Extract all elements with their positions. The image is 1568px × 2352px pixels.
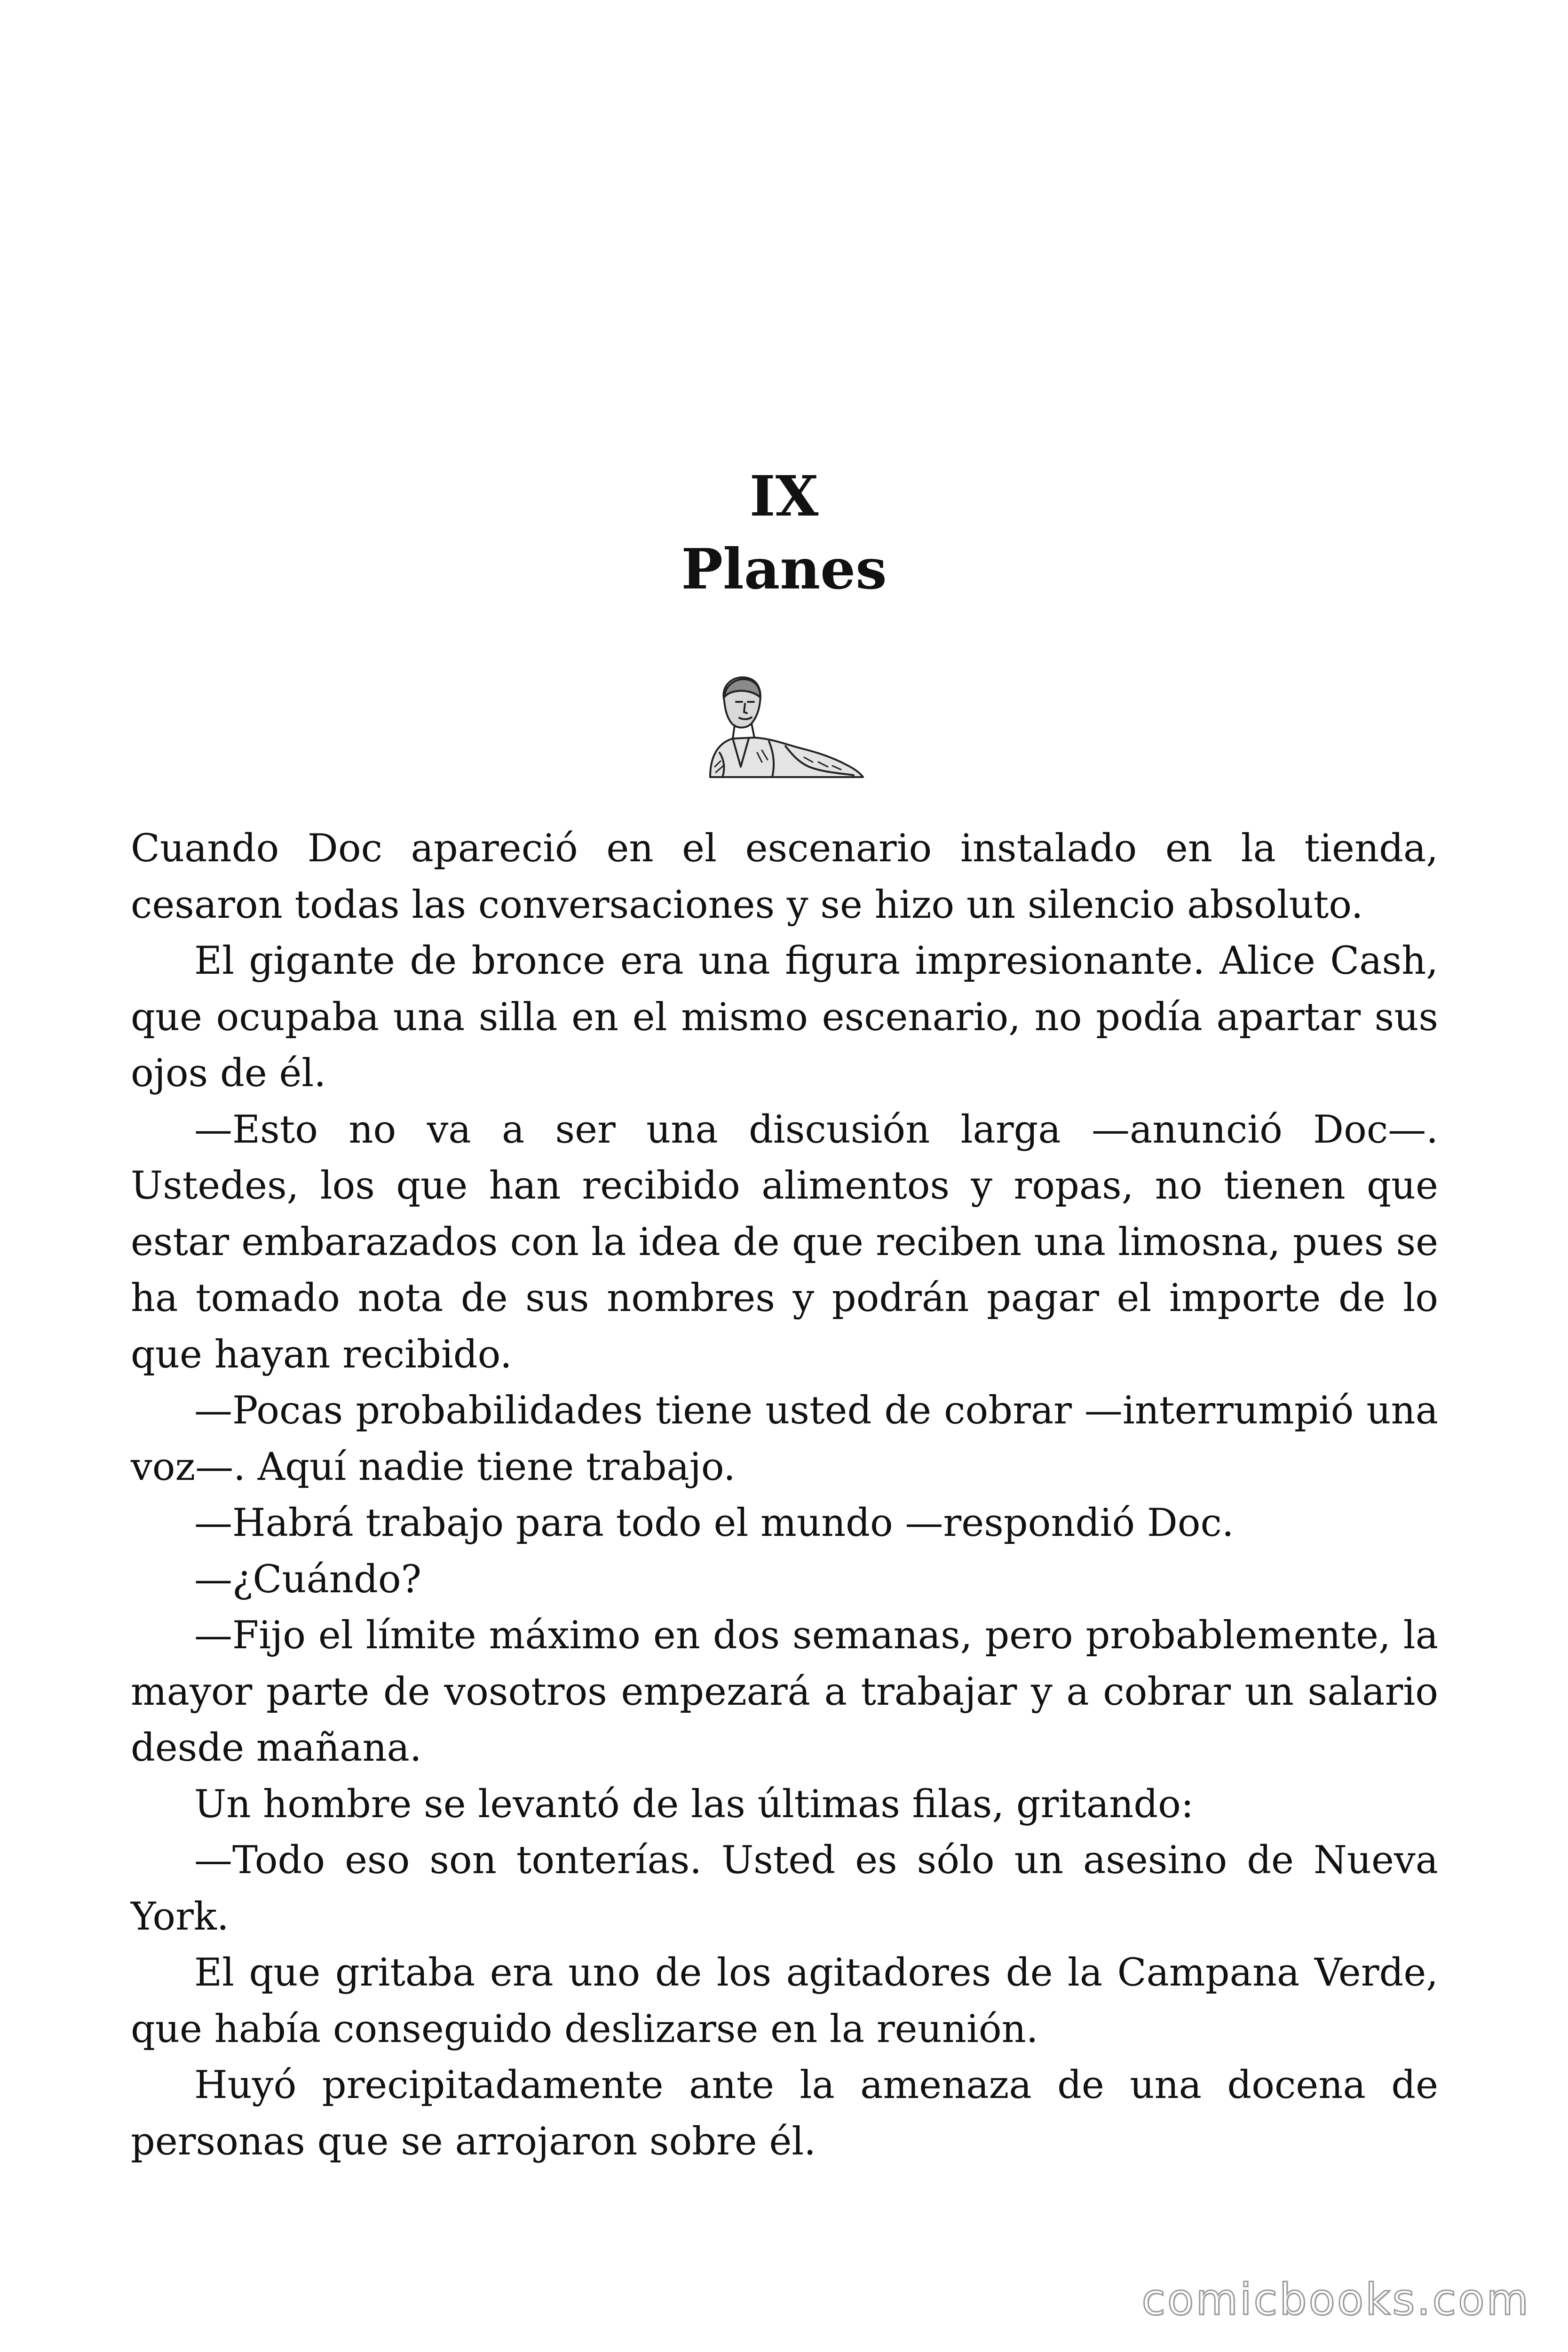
paragraph: —Pocas probabilidades tiene usted de cobrar —interrumpió una voz—. Aquí nadie tiene trabajo. xyxy=(131,1389,1438,1489)
paragraph: Cuando Doc apareció en el escenario instalado en la tienda, cesaron todas las conversaciones y se hizo un silencio absoluto. xyxy=(131,826,1438,927)
paragraph: El que gritaba era uno de los agitadores de la Campana Verde, que había conseguido deslizarse en la reunión. xyxy=(131,1951,1438,2051)
bronze-man-bust-icon xyxy=(691,673,879,781)
paragraph: —Habrá trabajo para todo el mundo —respondió Doc. xyxy=(194,1501,1234,1545)
paragraph: Huyó precipitadamente ante la amenaza de una docena de personas que se arrojaron sobre él. xyxy=(131,2063,1438,2164)
chapter-body xyxy=(131,821,1438,2170)
watermark: comicbooks.com xyxy=(1141,2274,1530,2325)
chapter-number: IX xyxy=(749,463,819,529)
paragraph: El gigante de bronce era una figura impresionante. Alice Cash, que ocupaba una silla en el mismo escenario, no podía apartar sus ojos de él. xyxy=(131,939,1438,1096)
paragraph: —Fijo el límite máximo en dos semanas, pero probablemente, la mayor parte de vosotros empezará a trabajar y a cobrar un salario desde mañana. xyxy=(131,1613,1438,1770)
paragraph: —Todo eso son tonterías. Usted es sólo un asesino de Nueva York. xyxy=(131,1838,1438,1939)
paragraph: —¿Cuándo? xyxy=(194,1557,422,1602)
paragraph: Un hombre se levantó de las últimas filas, gritando: xyxy=(194,1782,1194,1827)
chapter-title: Planes xyxy=(681,536,887,602)
paragraph: —Esto no va a ser una discusión larga —anunció Doc—. Ustedes, los que han recibido alimentos y ropas, no tienen que estar embarazados con la idea de que reciben una limosna, pues se ha tomado nota de sus nombres y podrán pagar el importe de lo que hayan recibido. xyxy=(131,1107,1438,1377)
